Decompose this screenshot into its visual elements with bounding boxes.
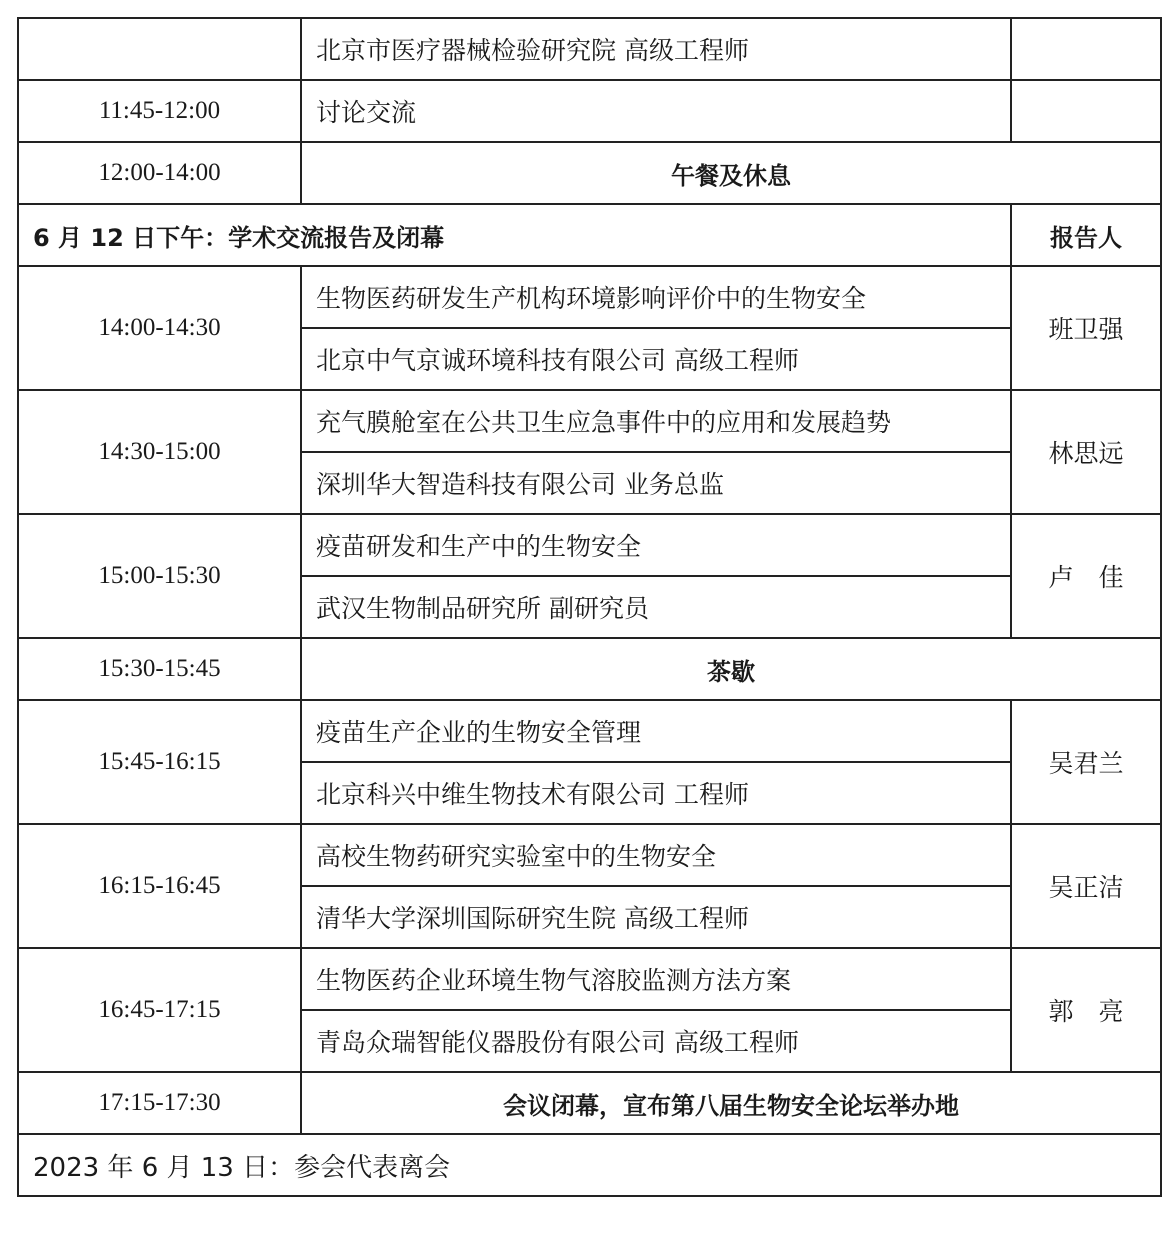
table-row	[18, 80, 1161, 142]
affiliation-cell: 北京市医疗器械检验研究院 高级工程师	[301, 18, 1011, 80]
talk-affiliation: 武汉生物制品研究所 副研究员	[301, 576, 1011, 638]
speaker-cell: 卢 佳	[1011, 514, 1161, 638]
time-cell: 15:45-16:15	[18, 700, 301, 824]
table-row	[18, 18, 1161, 80]
talk-title: 疫苗生产企业的生物安全管理	[301, 700, 1011, 762]
speaker-cell: 班卫强	[1011, 266, 1161, 390]
closing-row	[18, 1072, 1161, 1134]
content-cell: 讨论交流	[301, 80, 1011, 142]
speaker-cell	[1011, 80, 1161, 142]
section-title: 6 月 12 日下午：学术交流报告及闭幕	[18, 204, 1011, 266]
tea-break-label: 茶歇	[301, 638, 1161, 700]
schedule-table	[17, 17, 1162, 1197]
time-cell: 12:00-14:00	[18, 142, 301, 204]
talk-title: 生物医药研发生产机构环境影响评价中的生物安全	[301, 266, 1011, 328]
speaker-cell: 郭 亮	[1011, 948, 1161, 1072]
time-cell: 17:15-17:30	[18, 1072, 301, 1134]
talk-title-row	[18, 266, 1161, 328]
talk-title: 生物医药企业环境生物气溶胶监测方法方案	[301, 948, 1011, 1010]
time-cell: 16:15-16:45	[18, 824, 301, 948]
talk-title: 疫苗研发和生产中的生物安全	[301, 514, 1011, 576]
speaker-cell	[1011, 18, 1161, 80]
talk-affiliation: 北京科兴中维生物技术有限公司 工程师	[301, 762, 1011, 824]
time-cell: 15:00-15:30	[18, 514, 301, 638]
speaker-cell: 吴君兰	[1011, 700, 1161, 824]
time-cell: 16:45-17:15	[18, 948, 301, 1072]
tea-break-row	[18, 638, 1161, 700]
talk-title: 高校生物药研究实验室中的生物安全	[301, 824, 1011, 886]
speaker-header: 报告人	[1011, 204, 1161, 266]
lunch-label: 午餐及休息	[301, 142, 1161, 204]
footer-row	[18, 1134, 1161, 1196]
talk-affiliation: 青岛众瑞智能仪器股份有限公司 高级工程师	[301, 1010, 1011, 1072]
talk-affiliation: 北京中气京诚环境科技有限公司 高级工程师	[301, 328, 1011, 390]
talk-title-row	[18, 390, 1161, 452]
time-cell: 14:00-14:30	[18, 266, 301, 390]
time-cell: 11:45-12:00	[18, 80, 301, 142]
speaker-cell: 林思远	[1011, 390, 1161, 514]
talk-affiliation: 清华大学深圳国际研究生院 高级工程师	[301, 886, 1011, 948]
talk-title-row	[18, 700, 1161, 762]
talk-title-row	[18, 948, 1161, 1010]
lunch-row	[18, 142, 1161, 204]
speaker-cell: 吴正洁	[1011, 824, 1161, 948]
time-cell	[18, 18, 301, 80]
closing-label: 会议闭幕，宣布第八届生物安全论坛举办地	[301, 1072, 1161, 1134]
afternoon-header-row	[18, 204, 1161, 266]
talk-title-row	[18, 824, 1161, 886]
time-cell: 15:30-15:45	[18, 638, 301, 700]
talk-title-row	[18, 514, 1161, 576]
talk-affiliation: 深圳华大智造科技有限公司 业务总监	[301, 452, 1011, 514]
talk-title: 充气膜舱室在公共卫生应急事件中的应用和发展趋势	[301, 390, 1011, 452]
time-cell: 14:30-15:00	[18, 390, 301, 514]
departure-note: 2023 年 6 月 13 日：参会代表离会	[18, 1134, 1161, 1196]
